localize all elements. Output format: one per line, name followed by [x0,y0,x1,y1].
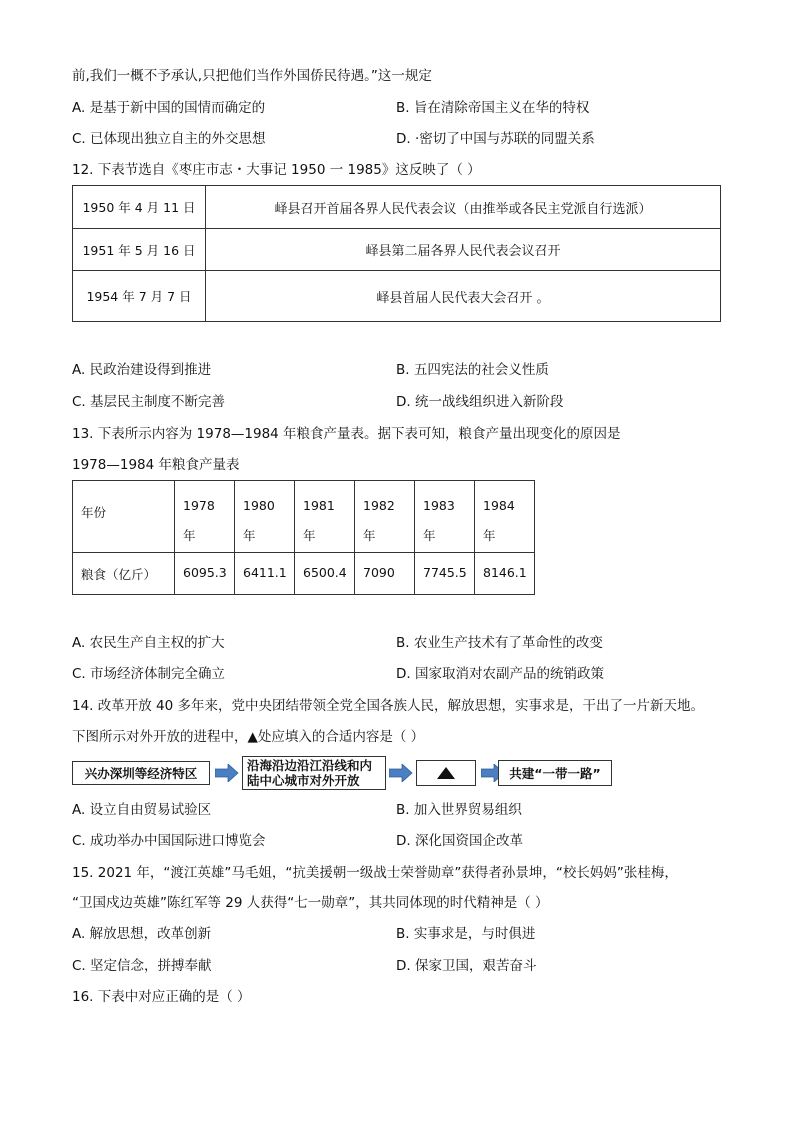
q14-option-d: D. 深化国资国企改革 [396,833,523,849]
table-header-year: 年份 [73,481,175,553]
table-cell-year [355,481,415,553]
q13-table [72,480,535,595]
q15-option-c: C. 坚定信念，拼搏奉献 [72,958,212,974]
year-unit: 年 [303,528,316,543]
q13-option-b: B. 农业生产技术有了革命性的改变 [396,635,603,651]
year-unit: 年 [483,528,496,543]
year-unit: 年 [423,528,436,543]
q12-stem: 12. 下表节选自《枣庄市志・大事记 1950 一 1985》这反映了（ ） [72,162,481,178]
table-cell-event: 峄县首届人民代表大会召开 。 [206,271,721,322]
table-cell-year [235,481,295,553]
q14-option-a: A. 设立自由贸易试验区 [72,802,212,818]
year-unit: 年 [183,528,196,543]
flow-box-belt-road: 共建“一带一路” [498,760,612,786]
year-number: 1983 [423,498,455,513]
table-cell-value: 6500.4 [295,553,355,595]
table-cell-value: 7745.5 [415,553,475,595]
q15-stem-line1: 15. 2021 年，“渡江英雄”马毛姐，“抗美援朝一级战士荣誉勋章”获得者孙景坤，“校长妈妈”张桂梅， [72,865,678,881]
q12-option-a: A. 民政治建设得到推进 [72,362,212,378]
table-cell-value: 6095.3 [175,553,235,595]
flow-arrow-icon [389,764,413,782]
table-cell-year [415,481,475,553]
table-cell-value: 8146.1 [475,553,535,595]
q14-stem-line1: 14. 改革开放 40 多年来，党中央团结带领全党全国各族人民，解放思想，实事求是，干出了一片新天地。 [72,698,705,714]
year-number: 1981 [303,498,335,513]
q11-option-b: B. 旨在清除帝国主义在华的特权 [396,100,590,116]
flow-arrow-icon [215,764,239,782]
q11-option-c: C. 已体现出独立自主的外交思想 [72,131,266,147]
q15-option-b: B. 实事求是，与时俱进 [396,926,536,942]
q13-stem: 13. 下表所示内容为 1978—1984 年粮食产量表。据下表可知，粮食产量出现变化的原因是 [72,426,621,442]
table-cell-year [175,481,235,553]
q11-option-d: D. ·密切了中国与苏联的同盟关系 [396,131,595,147]
table-cell-date: 1954 年 7 月 7 日 [73,271,206,322]
q13-table-caption: 1978—1984 年粮食产量表 [72,457,240,473]
q13-option-c: C. 市场经济体制完全确立 [72,666,226,682]
q14-option-b: B. 加入世界贸易组织 [396,802,522,818]
arrow-shape [215,764,238,782]
arrow-shape [389,764,412,782]
year-number: 1980 [243,498,275,513]
q13-option-a: A. 农民生产自主权的扩大 [72,635,225,651]
q13-option-d: D. 国家取消对农副产品的统销政策 [396,666,604,682]
flow-box-coastal-opening: 沿海沿边沿江沿线和内陆中心城市对外开放 [242,756,386,790]
q12-option-b: B. 五四宪法的社会义性质 [396,362,549,378]
q16-stem: 16. 下表中对应正确的是（ ） [72,989,251,1005]
triangle-icon [437,767,455,779]
table-cell-event: 峄县第二届各界人民代表会议召开 [206,229,721,271]
q11-option-a: A. 是基于新中国的国情而确定的 [72,100,266,116]
table-cell-date: 1951 年 5 月 16 日 [73,229,206,271]
year-unit: 年 [363,528,376,543]
table-cell-year [475,481,535,553]
table-row [73,271,721,322]
year-number: 1982 [363,498,395,513]
table-row [73,229,721,271]
year-unit: 年 [243,528,256,543]
q12-option-c: C. 基层民主制度不断完善 [72,394,226,410]
flow-box-blank [416,760,476,786]
table-header-grain: 粮食（亿斤） [73,553,175,595]
q15-option-a: A. 解放思想，改革创新 [72,926,212,942]
table-row [73,553,535,595]
year-number: 1984 [483,498,515,513]
q14-option-c: C. 成功举办中国国际进口博览会 [72,833,266,849]
q12-option-d: D. 统一战线组织进入新阶段 [396,394,564,410]
table-cell-event: 峄县召开首届各界人民代表会议（由推举或各民主党派自行选派） [206,186,721,229]
table-cell-date: 1950 年 4 月 11 日 [73,186,206,229]
q15-stem-line2: “卫国戍边英雄”陈红军等 29 人获得“七一勋章”，其共同体现的时代精神是（ ） [72,895,549,911]
year-number: 1978 [183,498,215,513]
table-cell-value: 7090 [355,553,415,595]
table-row [73,481,535,553]
q12-table [72,185,721,322]
flow-box-special-zones: 兴办深圳等经济特区 [72,761,210,785]
table-cell-value: 6411.1 [235,553,295,595]
q11-continuation: 前,我们一概不予承认,只把他们当作外国侨民待遇。”这一规定 [72,68,432,84]
q14-stem-line2: 下图所示对外开放的进程中，▲处应填入的合适内容是（ ） [72,729,425,745]
table-cell-year [295,481,355,553]
table-row [73,186,721,229]
q15-option-d: D. 保家卫国，艰苦奋斗 [396,958,537,974]
